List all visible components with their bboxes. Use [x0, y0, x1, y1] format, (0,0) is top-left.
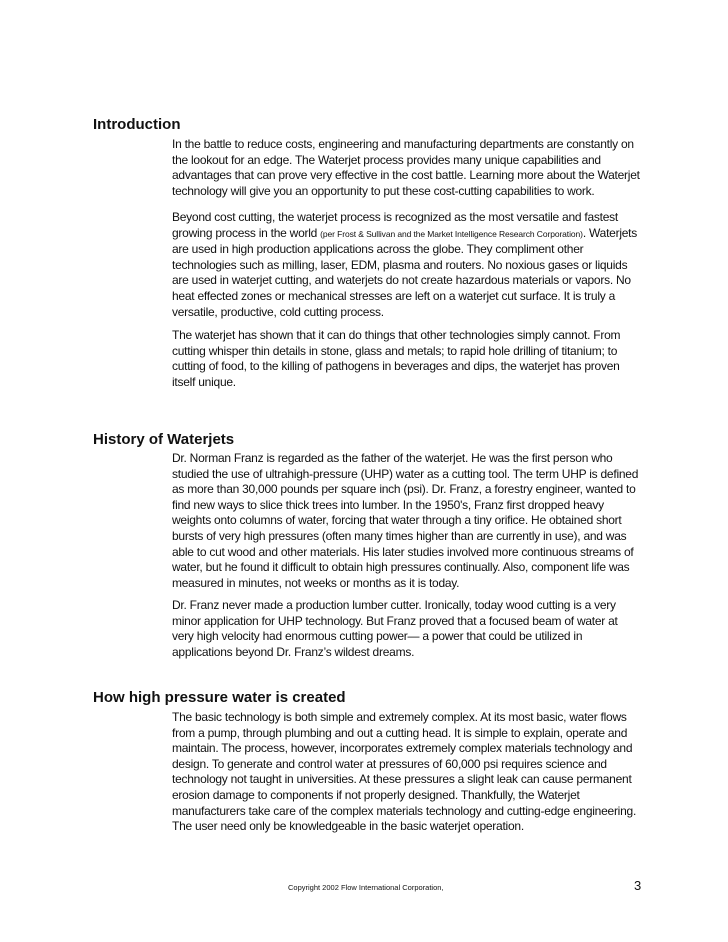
introduction-paragraph-2-text: Beyond cost cutting, the waterjet process is recognized as the most versatile and fastest growing process in the world	[172, 210, 618, 240]
introduction-paragraph-1: In the battle to reduce costs, engineering and manufacturing departments are constantly on the lookout for an edge. The Waterjet process provides many unique capabilities and advantages that can prove very effective in the cost battle. Learning more about the Waterjet technology will give you an opportunity to put these cost-cutting capabilities to work.	[172, 137, 640, 198]
market-research-citation: (per Frost & Sullivan and the Market Intelligence Research Corporation)	[320, 228, 583, 239]
pressure-paragraph-1: The basic technology is both simple and extremely complex. At its most basic, water flows from a pump, through plumbing and out a cutting head. It is simple to explain, operate and maintain. The process, however, incorporates extremely complex materials technology and design. To generate and control water at pressures of 60,000 psi requires science and technology not taught in universities. At these pressures a slight leak can cause permanent erosion damage to components if not properly designed. Thankfully, the Waterjet manufacturers take care of the complex materials technology and cutting-edge engineering. The user need only be knowledgeable in the basic waterjet operation.	[172, 710, 637, 834]
footer-copyright: Copyright 2002 Flow International Corporation,	[288, 883, 444, 892]
introduction-paragraph-2-continuation: . Waterjets are used in high production applications across the globe. They compliment other technologies such as milling, laser, EDM, plasma and routers. No noxious gases or liquids are used in waterjet cutting, and waterjets do not create hazardous materials or vapors. No heat effected zones or mechanical stresses are left on a waterjet cut surface. It is truly a versatile, productive, cold cutting process.	[172, 225, 637, 319]
introduction-heading: Introduction	[93, 116, 181, 133]
introduction-paragraph-2	[172, 210, 642, 320]
history-paragraph-2: Dr. Franz never made a production lumber cutter. Ironically, today wood cutting is a very minor application for UHP technology. But Franz proved that a focused beam of water at very high velocity had enormous cutting power— a power that could be utilized in applications beyond Dr. Franz’s wildest dreams.	[172, 598, 618, 659]
history-paragraph-1: Dr. Norman Franz is regarded as the father of the waterjet. He was the first person who studied the use of ultrahigh-pressure (UHP) water as a cutting tool. The term UHP is defined as more than 30,000 pounds per square inch (psi). Dr. Franz, a forestry engineer, wanted to find new ways to slice thick trees into lumber. In the 1950's, Franz first dropped heavy weights onto columns of water, forcing that water through a tiny orifice. He obtained short bursts of very high pressures (often many times higher than are currently in use), and was able to cut wood and other materials. His later studies involved more continuous streams of water, but he found it difficult to obtain high pressures continually. Also, component life was measured in minutes, not weeks or months as it is today.	[172, 451, 639, 590]
page-number: 3	[634, 878, 642, 893]
pressure-heading: How high pressure water is created	[93, 689, 346, 706]
history-heading: History of Waterjets	[93, 431, 235, 448]
introduction-paragraph-3: The waterjet has shown that it can do things that other technologies simply cannot. From cutting whisper thin details in stone, glass and metals; to rapid hole drilling of titanium; to cutting of food, to the killing of pathogens in beverages and dips, the waterjet has proven itself unique.	[172, 328, 621, 389]
